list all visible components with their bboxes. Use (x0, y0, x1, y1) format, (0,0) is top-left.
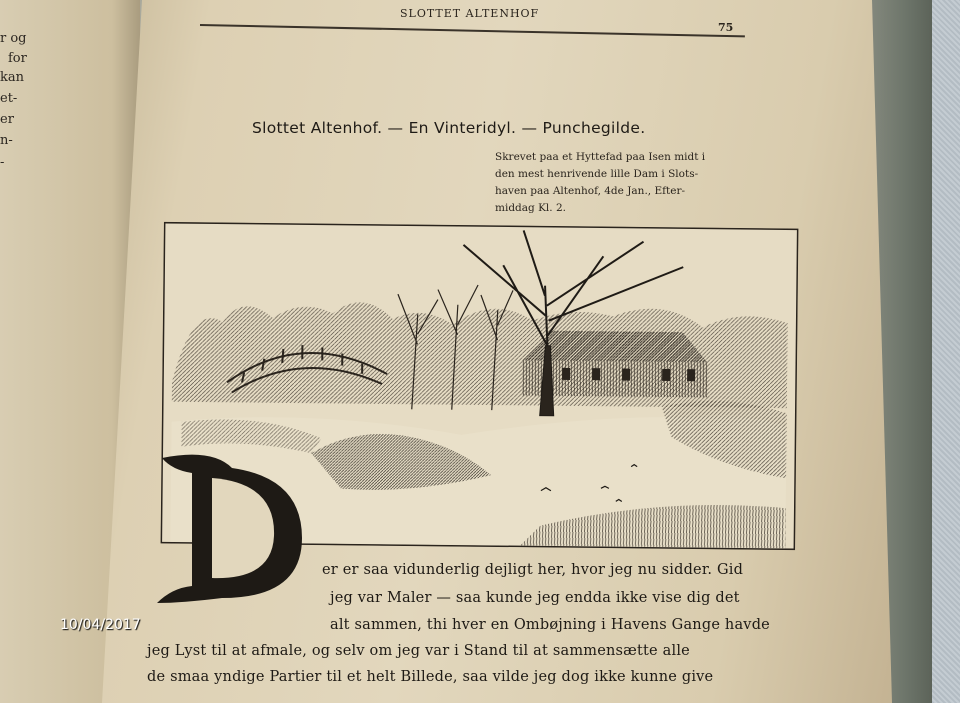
photo-date-stamp: 10/04/2017 (60, 617, 141, 633)
chapter-subtitle (495, 149, 760, 217)
left-fragment: et- (0, 91, 18, 106)
page-number: 75 (718, 21, 734, 34)
drop-cap-letter (152, 448, 312, 608)
body-line: jeg var Maler — saa kunde jeg endda ikke vise dig det (330, 590, 740, 606)
body-line: de smaa yndige Partier til et helt Billede, saa vilde jeg dog ikke kunne give (147, 669, 714, 685)
left-fragment: er (0, 112, 14, 127)
left-fragment: for (8, 51, 27, 66)
chapter-title: Slottet Altenhof. — En Vinteridyl. — Punchegilde. (252, 119, 646, 137)
body-line: er er saa vidunderlig dejligt her, hvor jeg nu sidder. Gid (322, 562, 744, 578)
left-fragment: kan (0, 70, 25, 85)
left-fragment: n- (0, 133, 13, 148)
body-line: jeg Lyst til at afmale, og selv om jeg var i Stand til at sammensætte alle (147, 643, 690, 659)
subtitle-line: haven paa Altenhof, 4de Jan., Efter- (495, 185, 686, 197)
running-title: SLOTTET ALTENHOF (400, 7, 540, 20)
left-fragment: - (0, 155, 5, 170)
body-line: alt sammen, thi hver en Ombøjning i Havens Gange havde (330, 617, 770, 633)
subtitle-line: Skrevet paa et Hyttefad paa Isen midt i (495, 151, 706, 163)
left-fragment: r og (0, 31, 27, 46)
subtitle-line: den mest henrivende lille Dam i Slots- (495, 168, 699, 180)
subtitle-line: middag Kl. 2. (495, 202, 566, 214)
